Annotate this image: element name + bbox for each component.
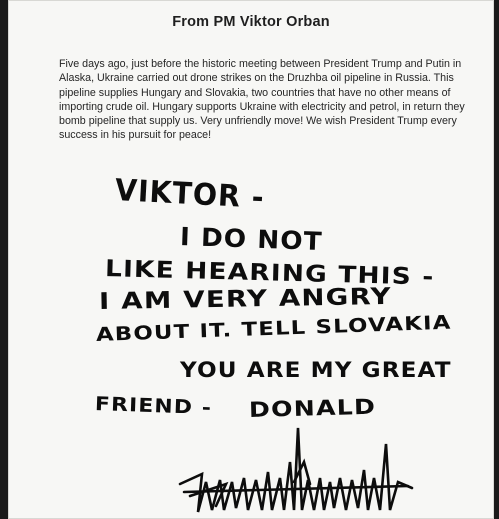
letter-title: From PM Viktor Orban [172,14,330,30]
letter-page [8,0,494,519]
handwritten-line-2: I DO NOT [179,222,324,256]
handwritten-line-7: FRIEND - [94,393,213,420]
handwritten-line-4: I AM VERY ANGRY [98,283,392,315]
letter-body: Five days ago, just before the historic meeting between President Trump and Putin in Alaska, Ukraine carried out drone strikes on the Druzhba oil pipeline in Russia. This pipeline supplies Hungary and Slovakia, two countries that have no other means of importing crude oil. Hungary supports Ukraine with electricity and petrol, in return they bomb pipeline that supply us. Very unfriendly move! We wish President Trump every success in his pursuit for peace! [59,58,465,142]
handwritten-line-3: LIKE HEARING THIS - [104,256,435,291]
handwritten-line-1: VIKTOR - [114,173,266,216]
handwritten-sign-off: DONALD [248,394,377,422]
handwritten-line-5: ABOUT IT. TELL SLOVAKIA [95,311,452,346]
handwritten-signature [176,422,416,518]
handwritten-line-6: YOU ARE MY GREAT [180,358,452,382]
